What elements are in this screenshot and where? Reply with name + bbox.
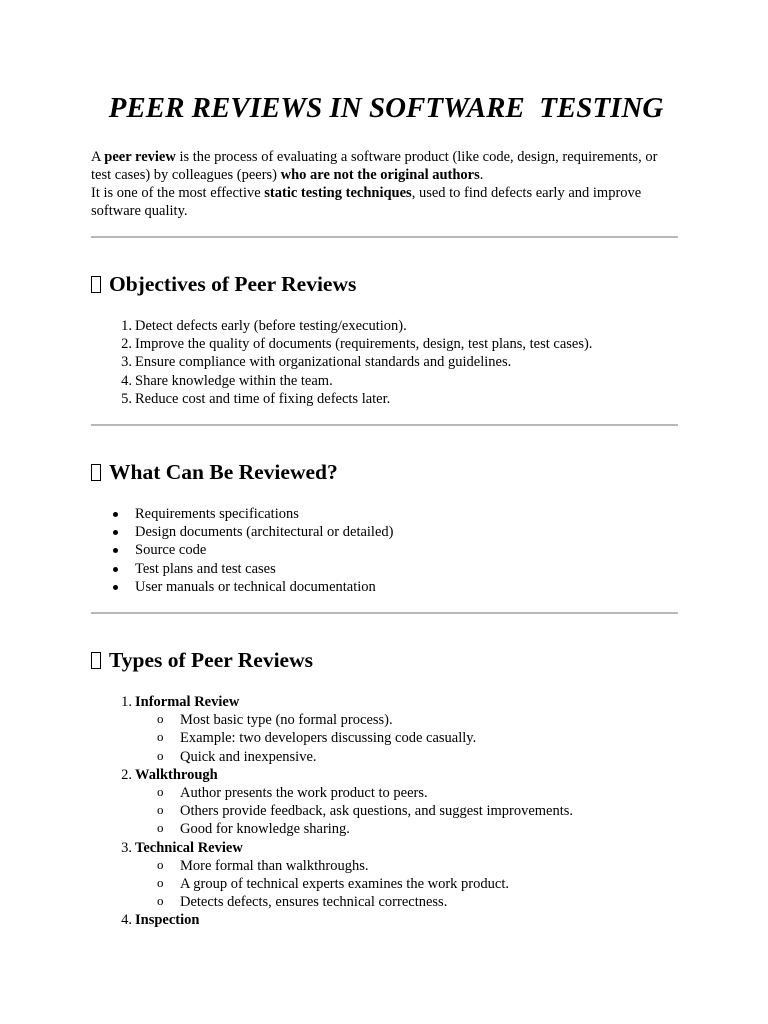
sub-list-item-text: Author presents the work product to peers. [180,785,428,802]
sub-list [135,784,573,839]
list-item [135,560,393,578]
intro-bold-term: peer review [104,149,176,165]
missing-glyph-icon [91,652,101,669]
bullet-icon [113,585,118,590]
list-item [121,390,592,408]
sub-list-item-text: Others provide feedback, ask questions, and suggest improvements. [180,803,574,820]
review-type-title: Informal Review [135,694,240,710]
list-item [135,523,393,541]
section-heading-types [91,648,313,673]
circle-bullet-icon: o [157,856,164,872]
horizontal-rule [91,236,678,238]
sub-list-item-text: Example: two developers discussing code casually. [180,730,477,747]
list-item [135,578,393,596]
section-heading-text: What Can Be Reviewed? [109,460,338,484]
bullet-icon [113,530,118,535]
circle-bullet-icon: o [157,729,164,745]
list-item [121,335,593,353]
list-item-text: User manuals or technical documentation [135,578,376,595]
sub-list-item [135,875,573,893]
list-number: 3. [121,354,132,371]
section-heading-text: Objectives of Peer Reviews [109,272,357,296]
list-item [121,353,592,371]
list-number: 2. [121,336,132,353]
list-item-text: Ensure compliance with organizational standards and guidelines. [135,354,512,371]
intro-bold-term: static testing techniques [264,185,412,201]
intro-text-span: is the process of evaluating a software product (like code, design, requirements, or test cases) by colleagues (peers) [91,149,658,183]
circle-bullet-icon: o [157,820,164,836]
section-heading-text: Types of Peer Reviews [109,648,313,672]
review-type-title: Walkthrough [135,766,218,783]
section-heading-objectives [91,272,356,297]
list-item-text: Test plans and test cases [135,560,276,577]
sub-list-item [135,748,573,766]
missing-glyph-icon [91,464,101,481]
reviewable-items-list [135,505,393,596]
list-item-text: Source code [135,542,207,559]
list-number: 1. [121,694,132,710]
list-item [121,911,573,929]
list-item [121,693,573,766]
missing-glyph-icon [91,276,101,293]
list-item [121,372,592,390]
sub-list-item [135,711,573,729]
list-item-text: Improve the quality of documents (requirements, design, test plans, test cases). [135,336,593,353]
horizontal-rule [91,424,678,426]
intro-text-span: A [91,149,105,165]
section-heading-reviewed [91,460,338,485]
sub-list-item-text: Most basic type (no formal process). [180,712,393,729]
sub-list-item [135,820,573,838]
document-title: PEER REVIEWS IN SOFTWARE TESTING [108,92,664,124]
list-number: 3. [121,839,132,856]
bullet-icon [113,567,118,572]
sub-list [135,711,573,766]
circle-bullet-icon: o [157,747,164,763]
sub-list-item-text: More formal than walkthroughs. [180,857,369,874]
bullet-icon [113,548,118,553]
sub-list-item-text: Good for knowledge sharing. [180,821,350,838]
circle-bullet-icon: o [157,893,164,909]
intro-bold-term: who are not the original authors [280,167,480,183]
sub-list-item [135,857,573,875]
circle-bullet-icon: o [157,802,164,818]
list-item [121,839,573,912]
list-item-text: Detect defects early (before testing/execution). [135,318,407,334]
review-type-title: Inspection [135,912,200,929]
intro-text [91,148,681,220]
list-item [121,766,574,839]
list-item [135,505,393,523]
intro-paragraph-2 [91,184,681,220]
list-number: 2. [121,766,132,783]
list-number: 4. [121,372,132,389]
circle-bullet-icon: o [157,711,164,727]
list-item [135,541,393,559]
sub-list-item [135,784,573,802]
bullet-icon [113,512,118,517]
list-number: 4. [121,912,132,929]
circle-bullet-icon: o [157,875,164,891]
sub-list-item-text: A group of technical experts examines the work product. [180,876,509,893]
review-type-title: Technical Review [135,839,243,856]
sub-list-item [135,893,573,911]
sub-list [135,857,573,912]
circle-bullet-icon: o [157,784,164,800]
intro-text-span: , used to find defects early and improve software quality. [91,185,642,219]
objectives-list [121,317,593,408]
sub-list-item [135,729,573,747]
list-number: 5. [121,390,132,407]
list-number: 1. [121,318,132,334]
intro-paragraph-1 [91,148,681,184]
horizontal-rule [91,612,678,614]
list-item-text: Design documents (architectural or detailed) [135,524,394,541]
list-item-text: Requirements specifications [135,506,299,522]
review-types-list [121,693,574,930]
intro-text-span: It is one of the most effective [91,185,265,201]
list-item-text: Share knowledge within the team. [135,372,333,389]
sub-list-item [135,802,573,820]
sub-list-item-text: Detects defects, ensures technical correctness. [180,894,448,911]
sub-list-item-text: Quick and inexpensive. [180,748,317,765]
list-item [121,317,592,335]
list-item-text: Reduce cost and time of fixing defects later. [135,390,391,407]
intro-text-span: . [479,167,484,183]
